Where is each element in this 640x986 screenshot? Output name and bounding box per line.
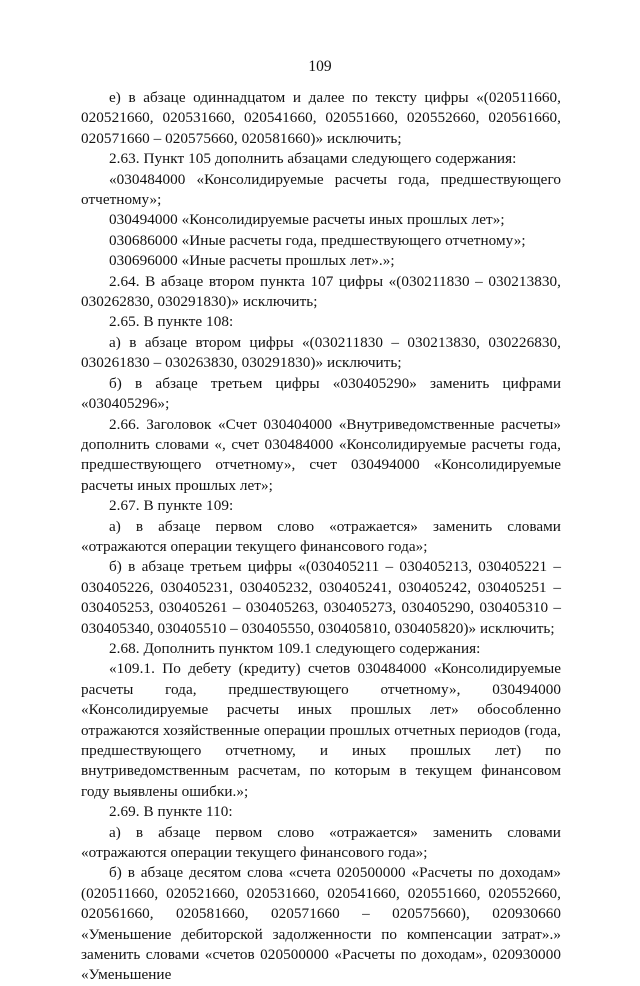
- paragraph-2-65-a: а) в абзаце втором цифры «(030211830 – 030213830, 030226830, 030261830 – 030263830, 030291830)» исключить;: [81, 333, 561, 372]
- page-number: 109: [308, 58, 332, 75]
- paragraph-2-65-b: б) в абзаце третьем цифры «030405290» заменить цифрами «030405296»;: [81, 374, 561, 413]
- paragraph-030686000: 030686000 «Иные расчеты года, предшествующего отчетному»;: [109, 231, 526, 249]
- paragraph-030484000: «030484000 «Консолидируемые расчеты года, предшествующего отчетному»;: [81, 170, 561, 209]
- paragraph-e-eleventh: е) в абзаце одиннадцатом и далее по тексту цифры «(020511660, 020521660, 020531660, 020541660, 020551660, 020552660, 020561660, 020571660 – 020575660, 020581660)» исключить;: [81, 89, 561, 147]
- paragraph-2-69-b: б) в абзаце десятом слова «счета 020500000 «Расчеты по доходам» (020511660, 020521660, 020531660, 020541660, 020551660, 020552660, 020561660, 020581660, 020571660 – 020575660), 020930660 «Уменьшение дебиторской задолженности по компенсации затрат».» заменить словами «счетов 020500000 «Расчеты по доходам», 020930000 «Уменьшение: [81, 864, 561, 984]
- paragraph-2-64: 2.64. В абзаце втором пункта 107 цифры «(030211830 – 030213830, 030262830, 030291830)» исключить;: [81, 272, 561, 311]
- paragraph-109-1: «109.1. По дебету (кредиту) счетов 030484000 «Консолидируемые расчеты года, предшествующего отчетному», 030494000 «Консолидируемые расчеты иных прошлых лет» обособленно отражаются хозяйственные операции прошлых отчетных периодов (года, предшествующего отчетному, и иных прошлых лет) по внутриведомственным расчетам, по которым в текущем финансовом году выявлены ошибки.»;: [81, 660, 561, 800]
- paragraph-2-68: 2.68. Дополнить пунктом 109.1 следующего содержания:: [109, 639, 481, 657]
- paragraph-2-65: 2.65. В пункте 108:: [109, 313, 234, 331]
- document-body: [81, 88, 561, 986]
- paragraph-2-67: 2.67. В пункте 109:: [109, 497, 234, 515]
- paragraph-2-63: 2.63. Пункт 105 дополнить абзацами следующего содержания:: [109, 150, 517, 168]
- paragraph-2-67-b: б) в абзаце третьем цифры «(030405211 – 030405213, 030405221 – 030405226, 030405231, 030405232, 030405241, 030405242, 030405251 – 030405253, 030405261 – 030405263, 030405273, 030405290, 030405310 – 030405340, 030405510 – 030405550, 030405810, 030405820)» исключить;: [81, 558, 561, 637]
- paragraph-030696000: 030696000 «Иные расчеты прошлых лет».»;: [109, 252, 395, 270]
- paragraph-030494000: 030494000 «Консолидируемые расчеты иных прошлых лет»;: [109, 211, 505, 229]
- paragraph-2-67-a: а) в абзаце первом слово «отражается» заменить словами «отражаются операции текущего финансового года»;: [81, 517, 561, 555]
- paragraph-2-66: 2.66. Заголовок «Счет 030404000 «Внутриведомственные расчеты» дополнить словами «, счет 030484000 «Консолидируемые расчеты года, предшествующего отчетному», счет 030494000 «Консолидируемые расчеты иных прошлых лет»;: [81, 415, 561, 494]
- paragraph-2-69-a: а) в абзаце первом слово «отражается» заменить словами «отражаются операции текущего финансового года»;: [81, 823, 561, 862]
- paragraph-2-69: 2.69. В пункте 110:: [109, 803, 233, 821]
